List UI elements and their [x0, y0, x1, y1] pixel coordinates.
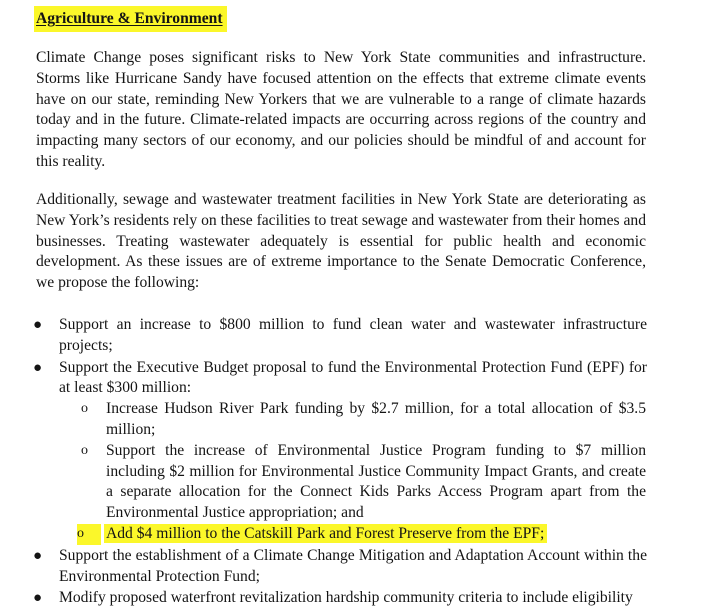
sub-item-hudson-river-park [59, 399, 646, 441]
circle-bullet-icon: o [81, 401, 88, 417]
list-item-epf [0, 358, 647, 545]
bullet-icon: ● [33, 590, 43, 607]
sub-item-text: Support the increase of Environmental Justice Program funding to $7 million including $2 million for Environmental Justice Community Impact Grants, and create a separate allocation for the Connect Kids Parks Access Program apart from the Environmental Justice appropriation; and [106, 441, 646, 522]
list-item-text: Support an increase to $800 million to fund clean water and wastewater infrastructure projects; [59, 316, 647, 354]
sub-item-catskill-park [59, 524, 646, 545]
highlighted-sub-item-text: Add $4 million to the Catskill Park and Forest Preserve from the EPF; [104, 524, 547, 543]
list-item-text: Support the establishment of a Climate Change Mitigation and Adaptation Account within the Environmental Protection Fund; [59, 546, 647, 585]
epf-sub-list [59, 399, 647, 545]
circle-bullet-icon: o [81, 442, 88, 458]
paragraph-climate-change: Climate Change poses significant risks to New York State communities and infrastructure. Storms like Hurricane Sandy have focused attention on the effects that extreme climate events have on our state, reminding New Yorkers that we are vulnerable to a range of climate hazards today and in the future. Climate-related impacts are occurring across regions of the country and impacting many sectors of our economy, and our policies should be mindful of and account for this reality. [36, 49, 646, 170]
circle-bullet-icon: o [77, 524, 101, 545]
list-item-clean-water [0, 315, 647, 357]
list-item-climate-account [0, 546, 647, 588]
sub-item-environmental-justice [59, 441, 646, 524]
bullet-icon: ● [33, 317, 43, 333]
sub-item-text: Increase Hudson River Park funding by $2.7 million, for a total allocation of $3.5 million; [106, 400, 646, 438]
section-heading: Agriculture & Environment [34, 6, 227, 32]
paragraph-wastewater: Additionally, sewage and wastewater treatment facilities in New York State are deteriorating as New York’s residents rely on these facilities to treat sewage and wastewater from their homes and businesses. Treating wastewater adequately is essential for public health and economic development. As these issues are of extreme importance to the Senate Democratic Conference, we propose the following: [36, 191, 646, 292]
bullet-icon: ● [33, 547, 43, 564]
list-item-text: Modify proposed waterfront revitalization hardship community criteria to include eligibility [59, 589, 633, 607]
bullet-icon: ● [33, 359, 43, 376]
list-item-text: Support the Executive Budget proposal to fund the Environmental Protection Fund (EPF) for at least $300 million: [59, 358, 647, 397]
proposal-list [0, 315, 703, 610]
list-item-waterfront [0, 588, 647, 609]
